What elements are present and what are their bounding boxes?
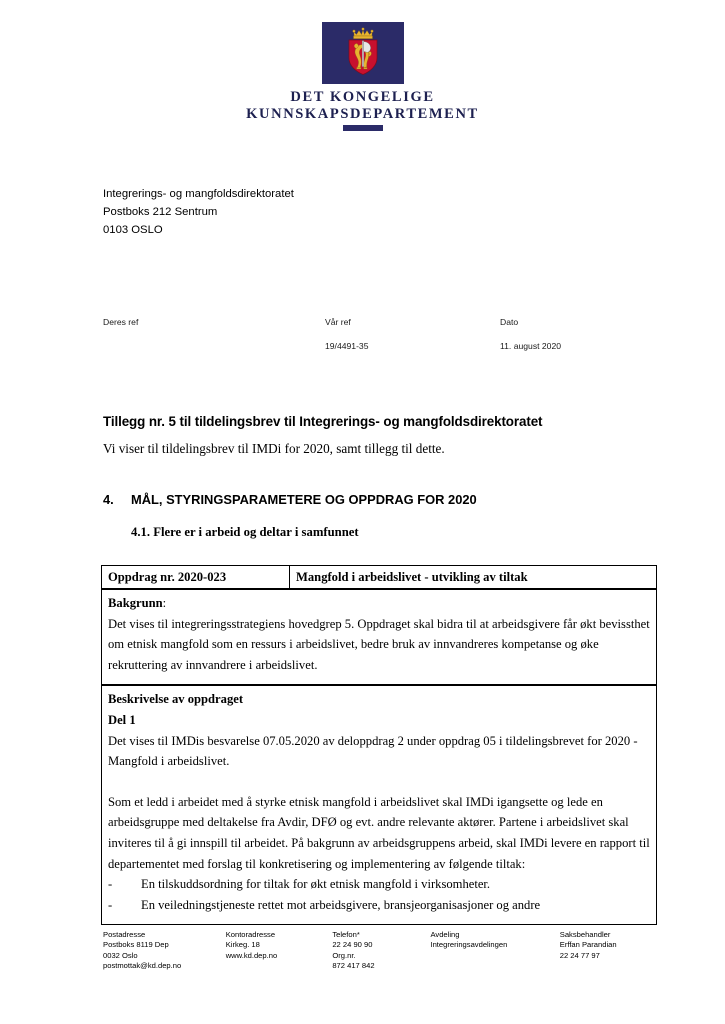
footer-column-saksbehandler	[560, 930, 673, 972]
footer-email[interactable]: postmottak@kd.dep.no	[103, 961, 182, 971]
dash-marker-icon: -	[108, 897, 113, 912]
list-item	[108, 874, 650, 895]
deres-ref-label: Deres ref	[103, 317, 139, 327]
list-item	[108, 895, 650, 916]
bakgrunn-label: Bakgrunn	[108, 596, 163, 610]
assignment-title-cell: Mangfold i arbeidslivet - utvikling av tiltak	[296, 569, 528, 584]
footer-line: Postboks 8119 Dep	[103, 940, 169, 950]
subsection-heading-4-1: 4.1. Flere er i arbeid og deltar i samfunnet	[131, 525, 359, 539]
beskrivelse-heading: Beskrivelse av oppdraget	[108, 692, 244, 707]
footer-label: Postadresse	[103, 930, 146, 939]
dato-column	[500, 317, 663, 351]
beskrivelse-paragraph-1: Det vises til IMDis besvarelse 07.05.2020 av deloppdrag 2 under oppdrag 05 i tildelingsbrevet for 2020 - Mangfold i arbeidslivet.	[108, 733, 638, 769]
assignment-number-cell: Oppdrag nr. 2020-023	[102, 566, 290, 588]
footer-column-telefon	[332, 930, 430, 972]
recipient-address-block	[103, 185, 294, 240]
recipient-line-2: Postboks 212 Sentrum	[103, 206, 218, 219]
table-row	[101, 685, 657, 925]
footer-label: Avdeling	[430, 930, 460, 939]
crest-graphic	[322, 22, 404, 84]
footer-column-postadresse	[103, 930, 226, 972]
reference-row	[103, 317, 663, 351]
footer-label: Saksbehandler	[559, 930, 611, 939]
table-row	[101, 589, 657, 685]
recipient-line-1: Integrerings- og mangfoldsdirektoratet	[103, 188, 294, 200]
page-footer	[103, 930, 673, 972]
department-name-line2: KUNNSKAPSDEPARTEMENT	[246, 106, 479, 123]
footer-line: Kirkeg. 18	[225, 940, 260, 950]
beskrivelse-paragraph-2: Som et ledd i arbeidet med å styrke etnisk mangfold i arbeidslivet skal IMDi igangsette og lede en arbeidsgruppe med deltakelse fra Avdir, DFØ og evt. andre relevante aktører. Partene i arbeidslivet skal inviteres til å gi innspill til arbeidet. På bakgrunn av arbeidsgruppens arbeid, skal IMDi levere en rapport til departementet med forslag til konkretisering og implementering av følgende tiltak:	[108, 794, 650, 871]
var-ref-label: Vår ref	[325, 317, 351, 327]
page-title: Tillegg nr. 5 til tildelingsbrev til Integrerings- og mangfoldsdirektoratet	[103, 414, 543, 429]
bakgrunn-text: Det vises til integreringsstrategiens hovedgrep 5. Oppdraget skal bidra til at arbeidsgivere får økt bevissthet om etnisk mangfold som en ressurs i arbeidslivet, bedre bruk av innvandreres kompetanse og øke rekruttering av innvandrere i arbeidslivet.	[108, 616, 650, 672]
bakgrunn-label-line	[108, 593, 650, 614]
footer-line: 0032 Oslo	[103, 950, 138, 960]
document-subtitle: Vi viser til tildelingsbrev til IMDi for 2020, samt tillegg til dette.	[103, 441, 445, 456]
deres-ref-column	[103, 317, 325, 351]
footer-line: 22 24 77 97	[559, 950, 600, 960]
department-name	[246, 89, 479, 123]
footer-line: Org.nr.	[332, 950, 356, 960]
footer-label: Kontoradresse	[225, 930, 276, 939]
tiltak-list	[108, 874, 650, 915]
footer-label: Telefon*	[332, 930, 360, 939]
table-row	[101, 565, 657, 589]
recipient-line-3: 0103 OSLO	[103, 224, 163, 237]
section-heading-text: MÅL, STYRINGSPARAMETERE OG OPPDRAG FOR 2020	[131, 492, 477, 507]
dato-label: Dato	[500, 317, 519, 327]
letterhead-underbar	[343, 125, 383, 131]
section-heading-4	[103, 492, 673, 507]
assignment-table	[101, 565, 657, 925]
norwegian-coat-of-arms-icon	[322, 22, 404, 84]
bakgrunn-label-colon: :	[162, 596, 167, 610]
list-item-text: En veiledningstjeneste rettet mot arbeidsgivere, bransjeorganisasjoner og andre	[141, 897, 541, 912]
dash-marker-icon: -	[108, 877, 113, 892]
var-ref-value: 19/4491-35	[325, 341, 369, 351]
footer-line: 22 24 90 90	[332, 940, 373, 950]
footer-line: 872 417 842	[332, 961, 375, 971]
bakgrunn-cell	[102, 590, 656, 684]
dato-value: 11. august 2020	[500, 341, 562, 351]
var-ref-column	[325, 317, 500, 351]
section-heading-number: 4.	[103, 492, 114, 507]
footer-line: Integreringsavdelingen	[430, 940, 508, 950]
department-name-line1: DET KONGELIGE	[290, 89, 435, 105]
beskrivelse-subheading: Del 1	[108, 712, 136, 727]
footer-line: Erffan Parandian	[559, 940, 617, 950]
footer-column-avdeling	[430, 930, 559, 972]
beskrivelse-cell	[102, 686, 656, 924]
letterhead	[0, 22, 725, 131]
footer-column-kontoradresse	[226, 930, 333, 972]
footer-website[interactable]: www.kd.dep.no	[225, 950, 278, 960]
list-item-text: En tilskuddsordning for tiltak for økt etnisk mangfold i virksomheter.	[141, 877, 491, 892]
assignment-table-header-row	[102, 566, 656, 588]
